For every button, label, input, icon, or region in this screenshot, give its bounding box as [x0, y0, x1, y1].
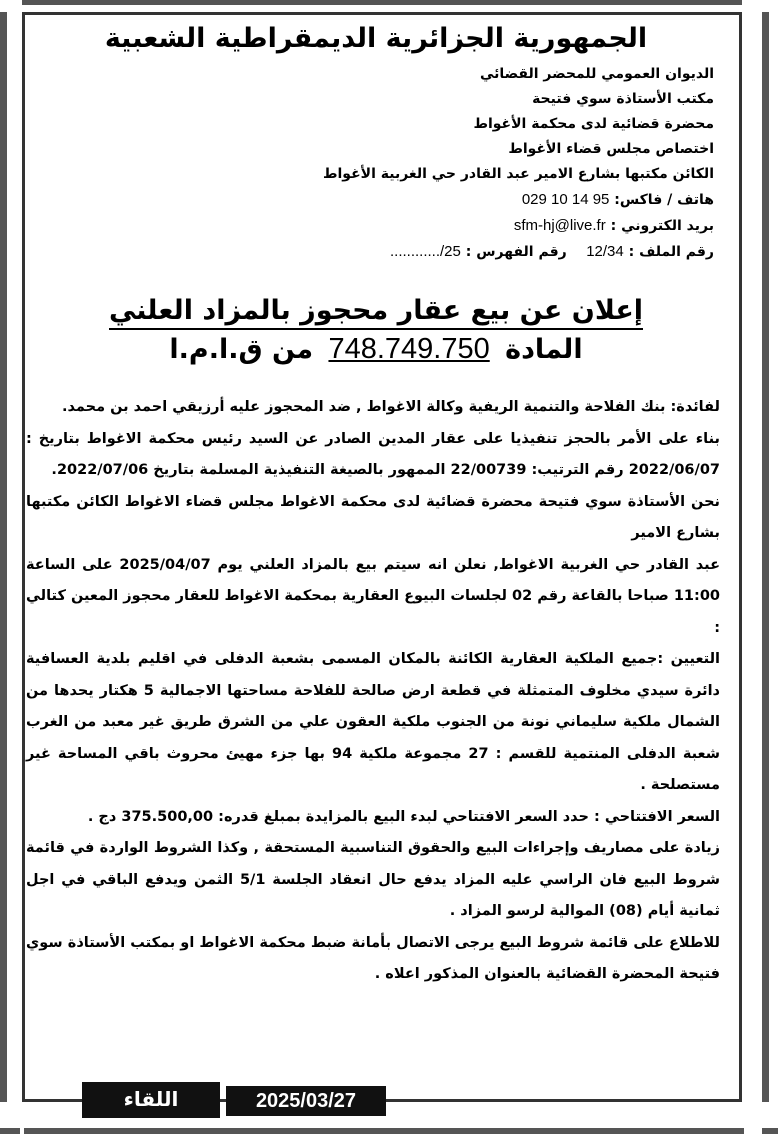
- phone-line: [26, 187, 726, 213]
- left-edge-bar: [0, 12, 7, 1102]
- notice-body: [26, 392, 726, 991]
- bottom-edge-bar-left: [0, 1128, 20, 1134]
- property-description-paragraph: التعيين :جميع الملكية العقارية الكائنة بالمكان المسمى بشعبة الدفلى في اقليم بلدية العسافية دائرة سيدي مخلوف المتمثلة في قطعة ارض صالحة للفلاحة مساحتها الاجمالية 5 هكتار يحدها من الشمال ملكية سليماني نونة من الجنوب ملكية العقون علي من الشرق طريق غير معبد من الغرب شعبة الدفلى المنتمية للقسم : 27 مجموعة ملكية 94 بها جزء مهيئ محروث باقي المساحة غير مستصلحة .: [26, 651, 720, 793]
- notice-title-text: إعلان عن بيع عقار محجوز بالمزاد العلني: [109, 295, 643, 330]
- republic-heading: الجمهورية الجزائرية الديمقراطية الشعبية: [104, 23, 648, 54]
- file-value: 12/34: [586, 243, 624, 260]
- fees-paragraph: زيادة على مصاريف وإجراءات البيع والحقوق التناسبية المستحقة , وكذا الشروط الواردة في قائمة شروط البيع فان الراسي عليه المزاد يدفع حال انعقاد الجلسة 5/1 الثمن ويدفع الباقي في اجل ثمانية أيام (08) الموالية لرسو المزاد .: [26, 840, 720, 919]
- office-line-4: اختصاص مجلس قضاء الأغواط: [508, 141, 714, 157]
- file-line: [26, 239, 726, 265]
- auction-date-paragraph: عبد القادر حي الغربية الاغواط, نعلن انه سيتم بيع بالمزاد العلني يوم 2025/04/07 على الساعة 11:00 صباحا بالقاعة رقم 02 لجلسات البيوع العقارية بمحكمة الاغواط للعقار محجوز المعين كتالي :: [26, 556, 721, 636]
- email-line: [26, 213, 726, 239]
- opening-price-paragraph: السعر الافتتاحي : حدد السعر الافتتاحي لبدء البيع بالمزايدة بمبلغ قدره: 375.500,00 دج .: [87, 808, 720, 825]
- publication-date: 2025/03/27: [226, 1086, 386, 1116]
- article-label: المادة: [505, 334, 583, 365]
- bottom-edge-bar-right: [762, 1128, 778, 1134]
- article-suffix: من ق.ا.م.ا: [169, 334, 314, 365]
- office-line-1: الديوان العمومي للمحضر القضائي: [479, 66, 714, 82]
- article-number: 748.749.750: [328, 333, 490, 365]
- beneficiary-paragraph: لفائدة: بنك الفلاحة والتنمية الريفية وكالة الاغواط , ضد المحجوز عليه أرزيقي احمد بن محمد.: [62, 399, 720, 415]
- email-value: sfm-hj@live.fr: [513, 217, 606, 234]
- phone-label: هاتف / فاكس:: [614, 192, 714, 208]
- publication-name: اللقاء: [82, 1082, 220, 1118]
- bailiff-paragraph: نحن الأستاذة سوي فتيحة محضرة قضائية لدى محكمة الاغواط مجلس قضاء الاغواط الكائن مكتبها بشارع الامير: [26, 493, 720, 541]
- notice-content: [26, 22, 726, 991]
- email-label: بريد الكتروني :: [610, 218, 714, 234]
- bottom-edge-bar: [24, 1128, 744, 1134]
- right-edge-bar: [762, 12, 769, 1102]
- office-line-3: محضرة قضائية لدى محكمة الأغواط: [473, 116, 714, 132]
- top-edge-bar: [22, 0, 742, 5]
- order-paragraph: بناء على الأمر بالحجز تنفيذيا على عقار المدين الصادر عن السيد رئيس محكمة الاغواط بتاريخ : 2022/06/07 رقم الترتيب: 22/00739 الممهور بالصيغة التنفيذية المسلمة بتاريخ 2022/07/06.: [26, 430, 720, 478]
- notice-title: [26, 293, 726, 329]
- article-line: [26, 329, 726, 370]
- index-label: رقم الفهرس :: [465, 244, 567, 260]
- phone-value: 029 10 14 95: [521, 191, 610, 208]
- file-label: رقم الملف :: [628, 244, 714, 260]
- contact-paragraph: للاطلاع على قائمة شروط البيع يرجى الاتصال بأمانة ضبط محكمة الاغواط او بمكتب الأستاذة سوي فتيحة المحضرة القضائية بالعنوان المذكور اعلاه .: [26, 934, 720, 982]
- office-address: الكائن مكتبها بشارع الامير عبد القادر حي الغربية الأغواط: [322, 166, 714, 182]
- index-value: ............/25: [389, 243, 461, 260]
- office-line-2: مكتب الأستاذة سوي فتيحة: [532, 91, 714, 107]
